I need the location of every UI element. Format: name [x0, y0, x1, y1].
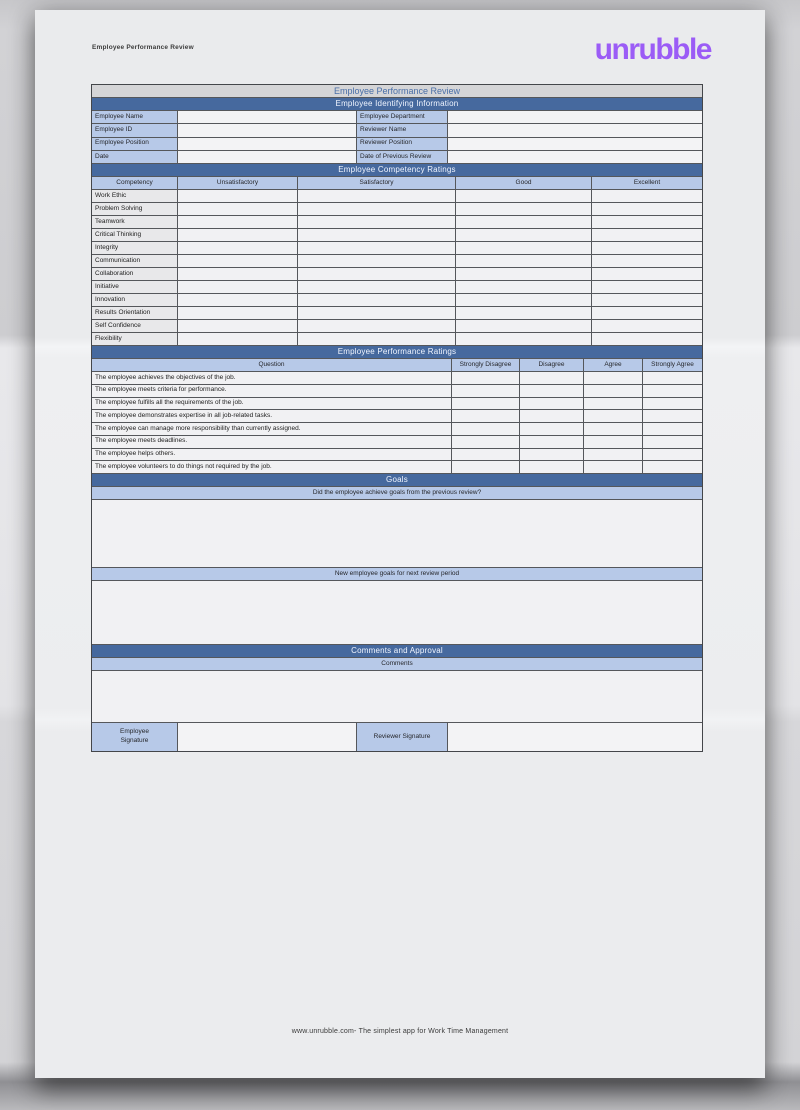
question-label: The employee helps others.	[92, 449, 452, 461]
answer-cell-strongly-agree	[643, 385, 702, 397]
competency-label: Collaboration	[92, 268, 178, 280]
rating-cell-unsatisfactory	[178, 281, 298, 293]
question-label: The employee fulfills all the requirements of the job.	[92, 398, 452, 410]
rating-cell-unsatisfactory	[178, 268, 298, 280]
answer-cell-strongly-agree	[643, 423, 702, 435]
answer-cell-strongly-disagree	[452, 398, 520, 410]
goals-previous-answer-area	[92, 500, 702, 568]
rating-cell-unsatisfactory	[178, 203, 298, 215]
question-label: The employee achieves the objectives of the job.	[92, 372, 452, 384]
document-page	[35, 10, 765, 1078]
field-value-date-previous-review	[448, 151, 702, 163]
rating-cell-excellent	[592, 255, 702, 267]
employee-signature-label: Employee Signature	[92, 723, 178, 751]
competency-row	[92, 203, 702, 216]
goals-question-next: New employee goals for next review period	[92, 568, 702, 581]
rating-cell-excellent	[592, 190, 702, 202]
question-row	[92, 449, 702, 462]
answer-cell-agree	[584, 436, 643, 448]
answer-cell-disagree	[520, 410, 584, 422]
answer-cell-disagree	[520, 385, 584, 397]
rating-cell-satisfactory	[298, 216, 456, 228]
competency-label: Problem Solving	[92, 203, 178, 215]
rating-cell-excellent	[592, 281, 702, 293]
identifying-row	[92, 151, 702, 164]
rating-cell-satisfactory	[298, 281, 456, 293]
answer-cell-strongly-disagree	[452, 423, 520, 435]
competency-row	[92, 281, 702, 294]
rating-cell-excellent	[592, 294, 702, 306]
field-label-reviewer-position: Reviewer Position	[357, 138, 448, 150]
rating-cell-good	[456, 268, 592, 280]
question-label: The employee demonstrates expertise in all job-related tasks.	[92, 410, 452, 422]
answer-cell-disagree	[520, 372, 584, 384]
question-label: The employee meets deadlines.	[92, 436, 452, 448]
field-value-employee-id	[178, 124, 357, 136]
column-header-question: Question	[92, 359, 452, 371]
column-header-satisfactory: Satisfactory	[298, 177, 456, 189]
page-header-title: Employee Performance Review	[92, 44, 194, 51]
competency-row	[92, 229, 702, 242]
rating-cell-unsatisfactory	[178, 333, 298, 345]
question-row	[92, 461, 702, 474]
rating-cell-excellent	[592, 242, 702, 254]
competency-row	[92, 268, 702, 281]
section-header-performance: Employee Performance Ratings	[92, 346, 702, 359]
competency-row	[92, 307, 702, 320]
answer-cell-agree	[584, 398, 643, 410]
competency-label: Innovation	[92, 294, 178, 306]
identifying-row	[92, 138, 702, 151]
employee-signature-field	[178, 723, 357, 751]
answer-cell-strongly-disagree	[452, 436, 520, 448]
question-row	[92, 436, 702, 449]
performance-review-form	[91, 84, 703, 752]
competency-row	[92, 216, 702, 229]
competency-row	[92, 320, 702, 333]
rating-cell-good	[456, 255, 592, 267]
field-label-date: Date	[92, 151, 178, 163]
field-value-employee-department	[448, 111, 702, 123]
comments-subheader: Comments	[92, 658, 702, 671]
question-label: The employee meets criteria for performance.	[92, 385, 452, 397]
rating-cell-unsatisfactory	[178, 216, 298, 228]
doc-title: Employee Performance Review	[92, 85, 702, 98]
rating-cell-satisfactory	[298, 229, 456, 241]
rating-cell-unsatisfactory	[178, 294, 298, 306]
footer-text: www.unrubble.com- The simplest app for Work Time Management	[291, 1028, 509, 1035]
rating-cell-good	[456, 294, 592, 306]
rating-cell-excellent	[592, 333, 702, 345]
section-header-comments: Comments and Approval	[92, 645, 702, 658]
answer-cell-strongly-disagree	[452, 372, 520, 384]
field-label-employee-name: Employee Name	[92, 111, 178, 123]
answer-cell-strongly-agree	[643, 436, 702, 448]
rating-cell-excellent	[592, 268, 702, 280]
answer-cell-strongly-agree	[643, 398, 702, 410]
rating-cell-good	[456, 216, 592, 228]
answer-cell-disagree	[520, 461, 584, 473]
rating-cell-unsatisfactory	[178, 255, 298, 267]
column-header-disagree: Disagree	[520, 359, 584, 371]
rating-cell-excellent	[592, 203, 702, 215]
column-header-agree: Agree	[584, 359, 643, 371]
field-value-reviewer-name	[448, 124, 702, 136]
rating-cell-good	[456, 229, 592, 241]
rating-cell-satisfactory	[298, 255, 456, 267]
answer-cell-agree	[584, 372, 643, 384]
rating-cell-satisfactory	[298, 320, 456, 332]
section-header-competency: Employee Competency Ratings	[92, 164, 702, 177]
question-row	[92, 385, 702, 398]
field-value-reviewer-position	[448, 138, 702, 150]
comments-area	[92, 671, 702, 723]
rating-cell-good	[456, 307, 592, 319]
performance-table-header	[92, 359, 702, 372]
rating-cell-unsatisfactory	[178, 190, 298, 202]
section-header-identifying: Employee Identifying Information	[92, 98, 702, 111]
answer-cell-disagree	[520, 449, 584, 461]
rating-cell-good	[456, 281, 592, 293]
goals-question-previous: Did the employee achieve goals from the previous review?	[92, 487, 702, 500]
rating-cell-good	[456, 242, 592, 254]
competency-label: Communication	[92, 255, 178, 267]
answer-cell-strongly-agree	[643, 449, 702, 461]
answer-cell-strongly-agree	[643, 461, 702, 473]
column-header-strongly-agree: Strongly Agree	[643, 359, 702, 371]
rating-cell-good	[456, 320, 592, 332]
competency-label: Work Ethic	[92, 190, 178, 202]
section-header-goals: Goals	[92, 474, 702, 487]
competency-table-header	[92, 177, 702, 190]
answer-cell-strongly-agree	[643, 372, 702, 384]
rating-cell-unsatisfactory	[178, 242, 298, 254]
answer-cell-agree	[584, 410, 643, 422]
competency-row	[92, 242, 702, 255]
rating-cell-good	[456, 333, 592, 345]
answer-cell-agree	[584, 385, 643, 397]
rating-cell-good	[456, 203, 592, 215]
column-header-unsatisfactory: Unsatisfactory	[178, 177, 298, 189]
field-value-employee-name	[178, 111, 357, 123]
field-label-date-previous-review: Date of Previous Review	[357, 151, 448, 163]
field-value-date	[178, 151, 357, 163]
field-label-employee-id: Employee ID	[92, 124, 178, 136]
identifying-row	[92, 111, 702, 124]
reviewer-signature-label: Reviewer Signature	[357, 723, 448, 751]
goals-next-answer-area	[92, 581, 702, 645]
competency-label: Teamwork	[92, 216, 178, 228]
rating-cell-satisfactory	[298, 268, 456, 280]
answer-cell-agree	[584, 461, 643, 473]
unrubble-logo: unrubble	[594, 33, 711, 66]
field-value-employee-position	[178, 138, 357, 150]
answer-cell-disagree	[520, 423, 584, 435]
competency-row	[92, 333, 702, 346]
competency-label: Flexibility	[92, 333, 178, 345]
answer-cell-strongly-disagree	[452, 449, 520, 461]
rating-cell-excellent	[592, 216, 702, 228]
rating-cell-excellent	[592, 307, 702, 319]
answer-cell-strongly-disagree	[452, 385, 520, 397]
column-header-strongly-disagree: Strongly Disagree	[452, 359, 520, 371]
signature-row	[92, 723, 702, 751]
competency-label: Results Orientation	[92, 307, 178, 319]
rating-cell-satisfactory	[298, 242, 456, 254]
answer-cell-strongly-disagree	[452, 461, 520, 473]
answer-cell-disagree	[520, 436, 584, 448]
field-label-employee-position: Employee Position	[92, 138, 178, 150]
competency-label: Critical Thinking	[92, 229, 178, 241]
question-row	[92, 372, 702, 385]
rating-cell-satisfactory	[298, 307, 456, 319]
answer-cell-strongly-disagree	[452, 410, 520, 422]
answer-cell-disagree	[520, 398, 584, 410]
field-label-employee-department: Employee Department	[357, 111, 448, 123]
competency-label: Integrity	[92, 242, 178, 254]
column-header-good: Good	[456, 177, 592, 189]
rating-cell-satisfactory	[298, 333, 456, 345]
answer-cell-agree	[584, 449, 643, 461]
reviewer-signature-field	[448, 723, 702, 751]
question-row	[92, 423, 702, 436]
field-label-reviewer-name: Reviewer Name	[357, 124, 448, 136]
question-label: The employee can manage more responsibility than currently assigned.	[92, 423, 452, 435]
answer-cell-strongly-agree	[643, 410, 702, 422]
column-header-excellent: Excellent	[592, 177, 702, 189]
competency-row	[92, 294, 702, 307]
rating-cell-satisfactory	[298, 190, 456, 202]
competency-label: Self Confidence	[92, 320, 178, 332]
question-row	[92, 410, 702, 423]
question-row	[92, 398, 702, 411]
rating-cell-excellent	[592, 229, 702, 241]
answer-cell-agree	[584, 423, 643, 435]
rating-cell-unsatisfactory	[178, 307, 298, 319]
competency-row	[92, 255, 702, 268]
column-header-competency: Competency	[92, 177, 178, 189]
rating-cell-good	[456, 190, 592, 202]
rating-cell-unsatisfactory	[178, 320, 298, 332]
rating-cell-unsatisfactory	[178, 229, 298, 241]
competency-row	[92, 190, 702, 203]
rating-cell-excellent	[592, 320, 702, 332]
competency-label: Initiative	[92, 281, 178, 293]
question-label: The employee volunteers to do things not required by the job.	[92, 461, 452, 473]
identifying-row	[92, 124, 702, 137]
rating-cell-satisfactory	[298, 203, 456, 215]
rating-cell-satisfactory	[298, 294, 456, 306]
